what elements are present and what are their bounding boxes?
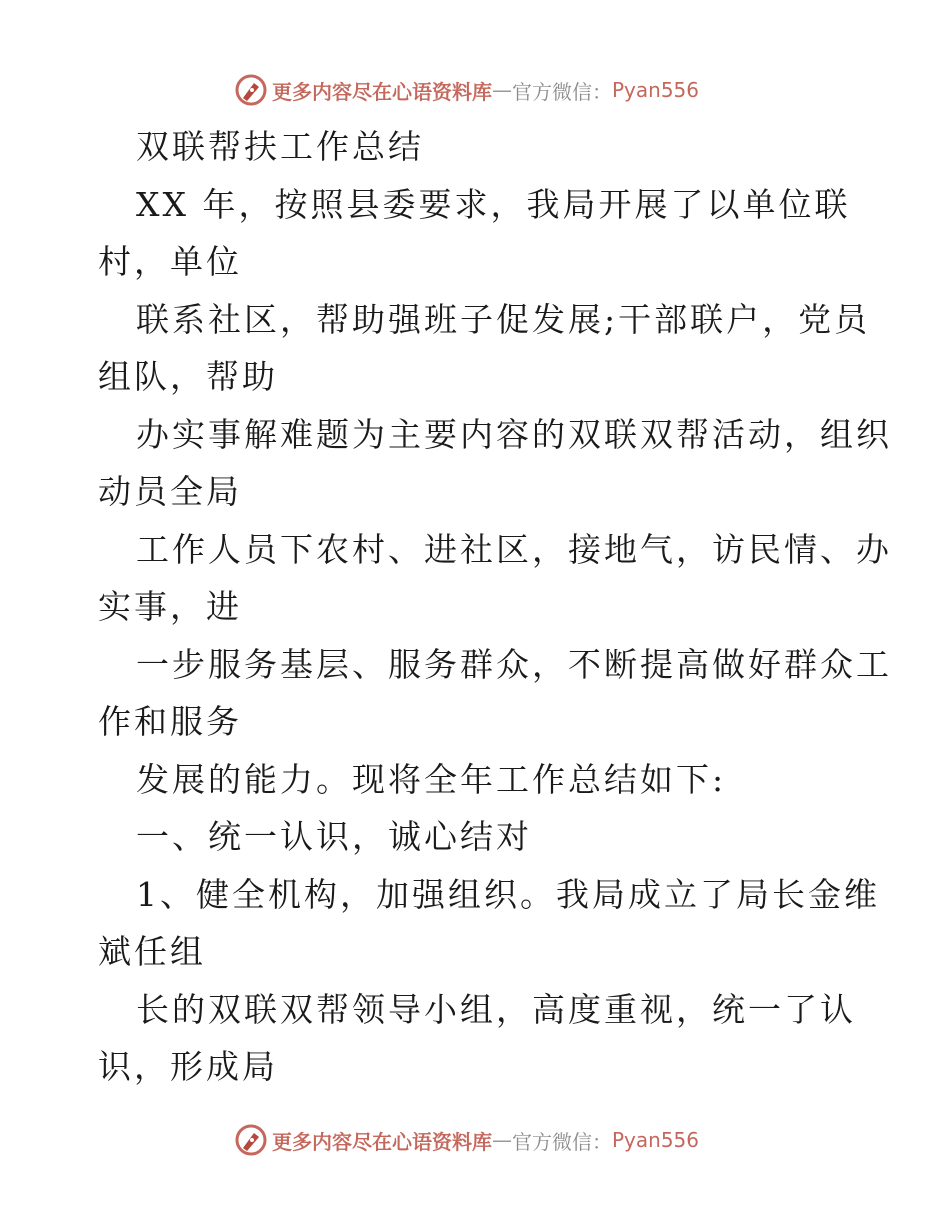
document-body <box>98 118 892 1096</box>
text-line: 村，单位 <box>98 242 242 281</box>
header-banner <box>234 70 699 110</box>
footer-separator: — <box>492 1128 512 1152</box>
text-line: 发展的能力。现将全年工作总结如下: <box>136 759 727 799</box>
text-line: 斌任组 <box>98 932 206 971</box>
section-heading: 一、统一认识，诚心结对 <box>136 817 532 856</box>
document-title: 双联帮扶工作总结 <box>136 127 424 166</box>
text-line: 一步服务基层、服务群众，不断提高做好群众工 <box>136 644 892 684</box>
text-line: 工作人员下农村、进社区，接地气，访民情、办 <box>136 529 892 569</box>
text-line: 办实事解难题为主要内容的双联双帮活动，组织 <box>136 414 892 454</box>
header-brand-text: 更多内容尽在心语资料库 <box>272 79 492 104</box>
text-line: 长的双联双帮领导小组，高度重视，统一了认 <box>136 989 856 1029</box>
pen-nib-circle-icon <box>234 73 268 107</box>
text-line: XX 年，按照县委要求，我局开展了以单位联 <box>136 184 851 224</box>
header-separator: — <box>492 78 512 102</box>
text-line: 组队，帮助 <box>98 357 278 396</box>
footer-brand-text: 更多内容尽在心语资料库 <box>272 1129 492 1154</box>
header-wechat-id: Pyan556 <box>612 78 700 102</box>
text-line: 识，形成局 <box>98 1047 278 1086</box>
header-wechat-label: 官方微信： <box>512 79 612 104</box>
text-line: 作和服务 <box>98 702 242 741</box>
text-line: 动员全局 <box>98 472 242 511</box>
text-line: 实事，进 <box>98 587 242 626</box>
footer-wechat-id: Pyan556 <box>612 1128 700 1152</box>
footer-banner <box>234 1120 699 1160</box>
text-line: 1、健全机构，加强组织。我局成立了局长金维 <box>136 874 880 914</box>
pen-nib-circle-icon <box>234 1123 268 1157</box>
text-line: 联系社区，帮助强班子促发展;干部联户，党员 <box>136 299 871 339</box>
footer-wechat-label: 官方微信： <box>512 1129 612 1154</box>
